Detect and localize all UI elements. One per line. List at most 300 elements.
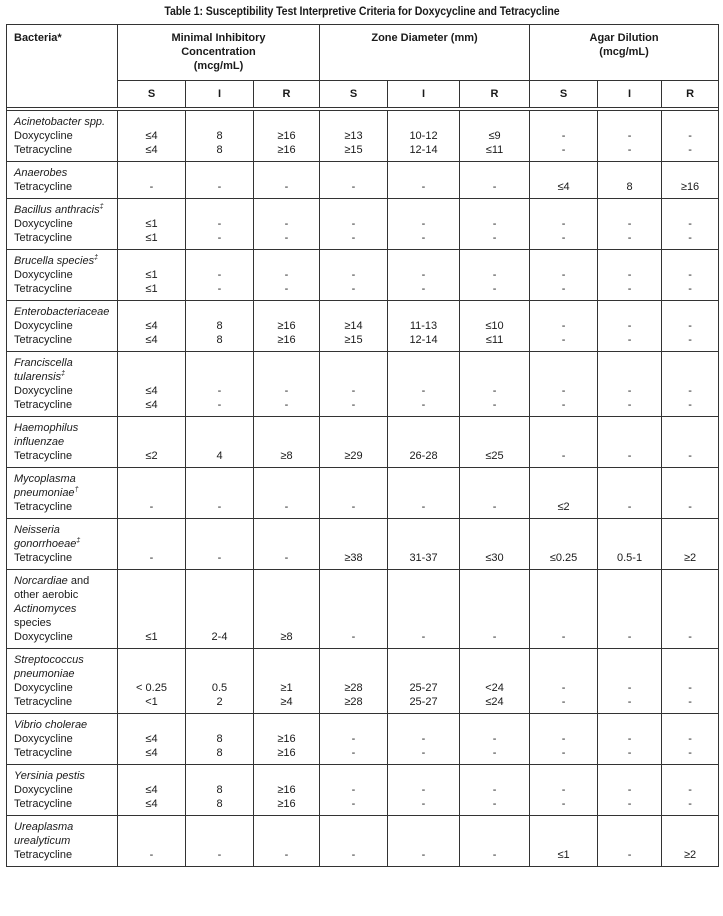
value-cell-zone-r xyxy=(460,765,530,816)
drug-name: Doxycycline xyxy=(14,631,73,643)
value-cell-zone-r xyxy=(460,468,530,519)
value: - xyxy=(149,849,154,861)
value-cell-agar-s xyxy=(530,250,598,301)
footnote-mark: ‡ xyxy=(61,370,65,378)
value: ≥28 xyxy=(344,696,363,708)
value: - xyxy=(284,181,289,193)
value: - xyxy=(627,631,632,643)
value: ≤2 xyxy=(145,450,158,462)
table-row xyxy=(7,301,719,352)
value: - xyxy=(688,283,692,295)
bacteria-cell xyxy=(7,162,118,199)
value-cell-mic-r xyxy=(254,250,320,301)
value: - xyxy=(284,385,289,397)
value-cell-agar-s xyxy=(530,765,598,816)
value: - xyxy=(217,283,222,295)
value: 8 xyxy=(626,181,633,193)
value-cell-mic-s xyxy=(118,816,186,867)
value: ≤25 xyxy=(485,450,504,462)
drug-name: Tetracycline xyxy=(14,181,73,193)
value-cell-mic-s xyxy=(118,162,186,199)
value-cell-mic-r xyxy=(254,111,320,162)
value-cell-mic-s xyxy=(118,301,186,352)
value: ≤1 xyxy=(145,631,158,643)
value: - xyxy=(492,269,497,281)
bacteria-name: Neisseria xyxy=(14,524,60,536)
drug-name: Doxycycline xyxy=(14,320,73,332)
bacteria-cell xyxy=(7,250,118,301)
bacteria-cell xyxy=(7,570,118,649)
drug-name: Tetracycline xyxy=(14,334,73,346)
value-cell-mic-s xyxy=(118,417,186,468)
value: - xyxy=(561,798,566,810)
value-cell-mic-s xyxy=(118,352,186,417)
value-cell-mic-s xyxy=(118,570,186,649)
value-cell-zone-s xyxy=(320,352,388,417)
value-cell-agar-s xyxy=(530,519,598,570)
value: ≥2 xyxy=(683,552,697,564)
value-cell-zone-s xyxy=(320,417,388,468)
value: - xyxy=(421,385,426,397)
value: - xyxy=(627,283,632,295)
value: - xyxy=(351,784,356,796)
value-cell-zone-i xyxy=(388,417,460,468)
value: 8 xyxy=(216,130,223,142)
value-cell-agar-i xyxy=(598,519,662,570)
value-cell-agar-s xyxy=(530,352,598,417)
footnote-mark: † xyxy=(74,486,79,494)
value: - xyxy=(421,269,426,281)
value: - xyxy=(351,747,356,759)
value: - xyxy=(421,218,426,230)
value: ≥16 xyxy=(277,747,296,759)
value-cell-mic-r xyxy=(254,816,320,867)
value-cell-mic-r xyxy=(254,714,320,765)
bacteria-cell xyxy=(7,199,118,250)
value-cell-mic-i xyxy=(186,468,254,519)
table-body xyxy=(7,111,719,867)
value-cell-agar-r xyxy=(662,649,719,714)
value: ≥38 xyxy=(344,552,363,564)
bacteria-cell xyxy=(7,301,118,352)
value-cell-zone-i xyxy=(388,301,460,352)
value-cell-agar-s xyxy=(530,649,598,714)
value-cell-agar-r xyxy=(662,714,719,765)
value: - xyxy=(561,631,566,643)
value-cell-mic-r xyxy=(254,468,320,519)
header-zone-diameter: Zone Diameter (mm) xyxy=(320,25,530,81)
value: - xyxy=(627,334,632,346)
bacteria-name: Bacillus anthracis‡ xyxy=(14,203,104,216)
value: 10-12 xyxy=(409,130,438,142)
value: - xyxy=(561,385,566,397)
value: - xyxy=(627,232,632,244)
value-cell-mic-s xyxy=(118,111,186,162)
value-cell-mic-i xyxy=(186,519,254,570)
value-cell-mic-i xyxy=(186,649,254,714)
bacteria-cell xyxy=(7,468,118,519)
value-cell-zone-i xyxy=(388,714,460,765)
value: - xyxy=(561,218,566,230)
value: - xyxy=(561,269,566,281)
value-cell-mic-i xyxy=(186,352,254,417)
value-cell-zone-r xyxy=(460,111,530,162)
value-cell-agar-r xyxy=(662,162,719,199)
value-cell-mic-i xyxy=(186,199,254,250)
bacteria-name: Acinetobacter spp. xyxy=(14,116,106,128)
drug-name: Doxycycline xyxy=(14,269,73,281)
value-cell-mic-s xyxy=(118,519,186,570)
value-cell-zone-r xyxy=(460,649,530,714)
value: <24 xyxy=(485,682,504,694)
value-cell-mic-i xyxy=(186,301,254,352)
value: - xyxy=(492,849,497,861)
value: - xyxy=(492,798,497,810)
value-cell-zone-s xyxy=(320,199,388,250)
value: - xyxy=(351,631,356,643)
value: - xyxy=(217,269,222,281)
table-row xyxy=(7,765,719,816)
value-cell-mic-r xyxy=(254,199,320,250)
value-cell-zone-i xyxy=(388,111,460,162)
bacteria-name: Mycoplasma xyxy=(14,473,76,485)
value-cell-zone-i xyxy=(388,468,460,519)
value-cell-agar-i xyxy=(598,765,662,816)
value: - xyxy=(351,849,356,861)
value-cell-agar-r xyxy=(662,250,719,301)
value: - xyxy=(351,733,356,745)
value-cell-mic-i xyxy=(186,417,254,468)
bacteria-cell xyxy=(7,649,118,714)
value: ≤4 xyxy=(145,144,158,156)
drug-name: Doxycycline xyxy=(14,130,73,142)
value: - xyxy=(421,283,426,295)
value: - xyxy=(492,631,497,643)
value: - xyxy=(492,747,497,759)
value-cell-mic-s xyxy=(118,250,186,301)
value-cell-zone-r xyxy=(460,714,530,765)
bacteria-cell xyxy=(7,765,118,816)
value: - xyxy=(561,733,566,745)
susceptibility-table xyxy=(6,24,719,867)
value: - xyxy=(688,733,692,745)
table-row xyxy=(7,352,719,417)
value: - xyxy=(561,232,566,244)
bacteria-cell xyxy=(7,352,118,417)
value-cell-zone-s xyxy=(320,519,388,570)
value: ≥15 xyxy=(344,144,363,156)
value-cell-mic-i xyxy=(186,816,254,867)
value: 2 xyxy=(216,696,223,708)
drug-name: Doxycycline xyxy=(14,385,73,397)
bacteria-name: Anaerobes xyxy=(14,167,68,179)
value-cell-zone-s xyxy=(320,468,388,519)
value-cell-zone-s xyxy=(320,765,388,816)
value: - xyxy=(284,269,289,281)
value-cell-agar-i xyxy=(598,352,662,417)
drug-name: Tetracycline xyxy=(14,450,73,462)
bacteria-name: Yersinia pestis xyxy=(14,770,85,782)
value: - xyxy=(351,283,356,295)
value: - xyxy=(688,682,692,694)
value-cell-agar-r xyxy=(662,765,719,816)
drug-name: Tetracycline xyxy=(14,798,73,810)
table-row xyxy=(7,714,719,765)
value-cell-agar-i xyxy=(598,714,662,765)
drug-name: Tetracycline xyxy=(14,283,73,295)
value: ≥4 xyxy=(280,696,293,708)
value: - xyxy=(688,399,692,411)
header-bacteria: Bacteria* xyxy=(7,25,118,108)
value: - xyxy=(284,232,289,244)
value-cell-zone-i xyxy=(388,162,460,199)
drug-name: Tetracycline xyxy=(14,232,73,244)
value-cell-agar-i xyxy=(598,199,662,250)
value: - xyxy=(492,385,497,397)
value: - xyxy=(627,399,632,411)
value: ≥16 xyxy=(277,784,296,796)
value: - xyxy=(421,501,426,513)
value: - xyxy=(688,269,692,281)
value: ≤4 xyxy=(145,747,158,759)
value-cell-zone-s xyxy=(320,570,388,649)
value: - xyxy=(688,631,692,643)
value: 12-14 xyxy=(409,144,438,156)
header-zone-s: S xyxy=(320,81,388,108)
value-cell-agar-r xyxy=(662,199,719,250)
value: - xyxy=(688,334,692,346)
document-page xyxy=(6,0,718,867)
table-header xyxy=(7,25,719,111)
header-agar-r: R xyxy=(662,81,719,108)
value: - xyxy=(492,218,497,230)
value: ≤24 xyxy=(485,696,504,708)
value-cell-zone-i xyxy=(388,765,460,816)
value: ≤4 xyxy=(145,130,158,142)
value-cell-mic-r xyxy=(254,570,320,649)
value-cell-mic-r xyxy=(254,417,320,468)
drug-name: Tetracycline xyxy=(14,552,73,564)
bacteria-name: Enterobacteriaceae xyxy=(14,306,110,318)
value-cell-zone-r xyxy=(460,162,530,199)
value-cell-agar-i xyxy=(598,570,662,649)
value: - xyxy=(688,385,692,397)
value: - xyxy=(688,218,692,230)
header-agar-i: I xyxy=(598,81,662,108)
value: - xyxy=(492,784,497,796)
value: - xyxy=(627,269,632,281)
bacteria-name: Vibrio cholerae xyxy=(14,719,88,731)
value-cell-agar-s xyxy=(530,468,598,519)
value: - xyxy=(561,283,566,295)
value-cell-mic-i xyxy=(186,111,254,162)
drug-name: Tetracycline xyxy=(14,696,73,708)
bacteria-name: Streptococcus xyxy=(14,654,84,666)
value-cell-agar-r xyxy=(662,570,719,649)
drug-name: Tetracycline xyxy=(14,399,73,411)
value-cell-mic-i xyxy=(186,714,254,765)
value: ≥14 xyxy=(344,320,363,332)
value: - xyxy=(688,696,692,708)
value-cell-mic-r xyxy=(254,649,320,714)
value: - xyxy=(284,283,289,295)
value-cell-zone-r xyxy=(460,199,530,250)
value-cell-agar-r xyxy=(662,816,719,867)
value: - xyxy=(561,399,566,411)
value-cell-zone-s xyxy=(320,649,388,714)
bacteria-name-rest: and xyxy=(67,575,90,587)
drug-name: Doxycycline xyxy=(14,784,73,796)
bacteria-name: gonorrhoeae‡ xyxy=(14,537,81,550)
header-agar-s: S xyxy=(530,81,598,108)
value: - xyxy=(492,733,497,745)
value-cell-agar-i xyxy=(598,301,662,352)
value: - xyxy=(688,747,692,759)
value-cell-zone-i xyxy=(388,199,460,250)
value-cell-agar-r xyxy=(662,111,719,162)
value: - xyxy=(627,385,632,397)
value: ≤1 xyxy=(145,269,158,281)
footnote-mark: ‡ xyxy=(94,254,98,262)
drug-name: Tetracycline xyxy=(14,501,73,513)
value: ≤1 xyxy=(145,283,158,295)
value: <1 xyxy=(145,696,158,708)
value: 8 xyxy=(216,334,223,346)
value-cell-zone-r xyxy=(460,301,530,352)
bacteria-name: influenzae xyxy=(14,436,65,448)
value: 25-27 xyxy=(409,682,438,694)
value: - xyxy=(351,269,356,281)
value-cell-mic-i xyxy=(186,765,254,816)
value: - xyxy=(561,450,566,462)
value-cell-agar-i xyxy=(598,649,662,714)
value: ≥16 xyxy=(277,320,296,332)
value: - xyxy=(217,399,222,411)
value: ≤11 xyxy=(485,334,504,346)
value-cell-agar-s xyxy=(530,570,598,649)
header-mic-r: R xyxy=(254,81,320,108)
table-row xyxy=(7,468,719,519)
bacteria-name: urealyticum xyxy=(14,835,71,847)
bacteria-cell xyxy=(7,714,118,765)
value-cell-mic-s xyxy=(118,714,186,765)
value: - xyxy=(561,784,566,796)
value-cell-zone-r xyxy=(460,352,530,417)
value: - xyxy=(492,399,497,411)
value: - xyxy=(627,320,632,332)
table-row xyxy=(7,162,719,199)
value: 8 xyxy=(216,320,223,332)
value-cell-zone-s xyxy=(320,250,388,301)
value: ≥28 xyxy=(344,682,363,694)
value: - xyxy=(561,696,566,708)
header-zone-i: I xyxy=(388,81,460,108)
value-cell-zone-i xyxy=(388,816,460,867)
value: - xyxy=(688,130,692,142)
value: - xyxy=(284,218,289,230)
value: - xyxy=(561,130,566,142)
value-cell-zone-s xyxy=(320,714,388,765)
table-row xyxy=(7,570,719,649)
bacteria-name: pneumoniae† xyxy=(14,486,79,499)
value-cell-zone-i xyxy=(388,352,460,417)
value: ≤1 xyxy=(145,232,158,244)
value: - xyxy=(627,130,632,142)
bacteria-name: Franciscella xyxy=(14,357,73,369)
value-cell-agar-s xyxy=(530,816,598,867)
value: 12-14 xyxy=(409,334,438,346)
value: 31-37 xyxy=(409,552,438,564)
table-row xyxy=(7,199,719,250)
value-cell-zone-s xyxy=(320,301,388,352)
value: - xyxy=(351,181,356,193)
value: ≤4 xyxy=(145,320,158,332)
value-cell-zone-r xyxy=(460,417,530,468)
value: - xyxy=(217,218,222,230)
value-cell-agar-i xyxy=(598,250,662,301)
value: - xyxy=(217,552,222,564)
value: ≥16 xyxy=(277,733,296,745)
footnote-mark: ‡ xyxy=(99,203,104,211)
value: 8 xyxy=(216,144,223,156)
drug-name: Tetracycline xyxy=(14,849,73,861)
value: - xyxy=(492,501,497,513)
value: ≥16 xyxy=(277,334,296,346)
value: - xyxy=(561,747,566,759)
value: - xyxy=(421,181,426,193)
value-cell-agar-i xyxy=(598,162,662,199)
value: ≥16 xyxy=(277,130,296,142)
value: - xyxy=(351,218,356,230)
value: - xyxy=(217,385,222,397)
value: - xyxy=(351,232,356,244)
value-cell-mic-r xyxy=(254,352,320,417)
value-cell-mic-s xyxy=(118,649,186,714)
header-agar-dilution: Agar Dilution (mcg/mL) xyxy=(530,25,719,81)
value: - xyxy=(421,733,426,745)
value-cell-mic-s xyxy=(118,765,186,816)
value: - xyxy=(688,798,692,810)
value-cell-zone-i xyxy=(388,250,460,301)
value-cell-mic-r xyxy=(254,162,320,199)
value: - xyxy=(561,682,566,694)
value: - xyxy=(217,181,222,193)
bacteria-name: Brucella species‡ xyxy=(14,254,98,267)
value-cell-agar-r xyxy=(662,468,719,519)
value: ≥16 xyxy=(680,181,700,193)
value: - xyxy=(688,450,692,462)
value: - xyxy=(492,181,497,193)
value: - xyxy=(492,283,497,295)
bacteria-name: Haemophilus xyxy=(14,422,79,434)
value: 0.5-1 xyxy=(616,552,643,564)
value: - xyxy=(627,798,632,810)
drug-name: Tetracycline xyxy=(14,747,73,759)
value: 11-13 xyxy=(409,320,438,332)
value: - xyxy=(561,144,566,156)
value-cell-mic-i xyxy=(186,162,254,199)
value-cell-agar-r xyxy=(662,417,719,468)
bacteria-cell xyxy=(7,816,118,867)
value: ≤4 xyxy=(557,181,570,193)
table-row xyxy=(7,816,719,867)
value: - xyxy=(688,784,692,796)
value: - xyxy=(688,232,692,244)
drug-name: Doxycycline xyxy=(14,682,73,694)
value: - xyxy=(421,747,426,759)
value: 8 xyxy=(216,733,223,745)
value: ≤0.25 xyxy=(549,552,578,564)
